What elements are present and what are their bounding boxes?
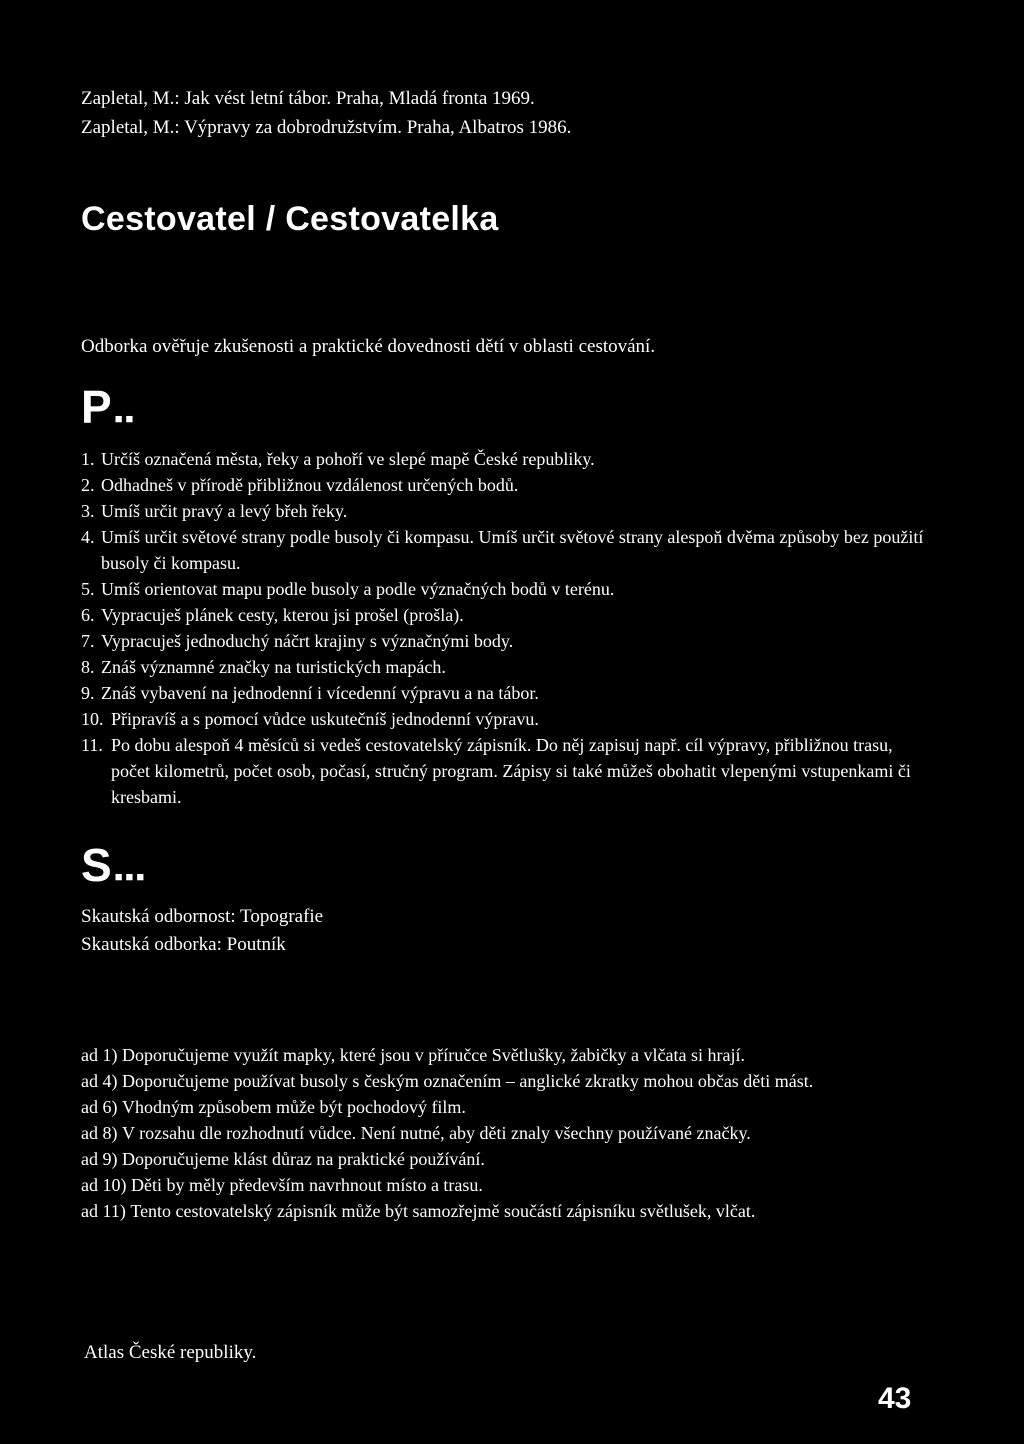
note-item <box>81 1094 941 1120</box>
note-text: Vhodným způsobem může být pochodový film. <box>121 1097 466 1117</box>
item-text: Umíš určit pravý a levý břeh řeky. <box>101 501 348 521</box>
item-text: Vypracuješ plánek cesty, kterou jsi prošel (prošla). <box>101 605 464 625</box>
item-text: Vypracuješ jednoduchý náčrt krajiny s význačnými body. <box>101 631 514 651</box>
badge-p-dots: ■■ <box>114 411 137 426</box>
note-text: Děti by měly především navrhnout místo a trasu. <box>130 1175 483 1195</box>
item-number: 1. <box>81 449 95 469</box>
badge-s-dots: ■■■ <box>114 869 148 884</box>
page-number: 43 <box>878 1382 912 1415</box>
note-item <box>81 1198 941 1224</box>
list-item <box>81 472 931 498</box>
atlas-reference: Atlas České republiky. <box>84 1342 257 1363</box>
list-item <box>81 732 931 810</box>
scout-subspecialty: Skautská odborka: Poutník <box>81 934 286 955</box>
note-label: ad 9) <box>81 1149 122 1169</box>
item-number: 7. <box>81 631 95 651</box>
note-item <box>81 1068 941 1094</box>
note-item <box>81 1042 941 1068</box>
badge-p-letter: P <box>81 381 112 433</box>
item-number: 11. <box>81 735 103 755</box>
item-text: Znáš vybavení na jednodenní i vícedenní výpravu a na tábor. <box>101 683 539 703</box>
item-number: 4. <box>81 527 95 547</box>
note-text: Doporučujeme využít mapky, které jsou v příručce Světlušky, žabičky a vlčata si hrají. <box>121 1045 745 1065</box>
item-number: 2. <box>81 475 95 495</box>
item-text: Umíš určit světové strany podle busoly či kompasu. Umíš určit světové strany alespoň dvěma způsoby bez použití busoly či kompasu. <box>101 527 924 573</box>
list-item <box>81 576 931 602</box>
note-text: Tento cestovatelský zápisník může být samozřejmě součástí zápisníku světlušek, vlčat. <box>130 1201 756 1221</box>
page-title: Cestovatel / Cestovatelka <box>81 200 499 238</box>
list-item <box>81 524 931 576</box>
scout-specialty: Skautská odbornost: Topografie <box>81 906 324 927</box>
intro-text: Odborka ověřuje zkušenosti a praktické dovednosti dětí v oblasti cestování. <box>81 336 656 357</box>
note-label: ad 6) <box>81 1097 122 1117</box>
note-text: V rozsahu dle rozhodnutí vůdce. Není nutné, aby děti znaly všechny používané značky. <box>121 1123 751 1143</box>
requirements-list <box>81 446 931 810</box>
reference-1: Zapletal, M.: Jak vést letní tábor. Praha, Mladá fronta 1969. <box>81 88 535 109</box>
item-number: 3. <box>81 501 95 521</box>
item-number: 9. <box>81 683 95 703</box>
item-text: Určíš označená města, řeky a pohoří ve slepé mapě České republiky. <box>101 449 595 469</box>
list-item <box>81 706 931 732</box>
note-item <box>81 1172 941 1198</box>
note-label: ad 4) <box>81 1071 122 1091</box>
item-text: Po dobu alespoň 4 měsíců si vedeš cestovatelský zápisník. Do něj zapisuj např. cíl výpravy, přibližnou trasu, počet kilometrů, počet osob, počasí, stručný program. Zápisy si také můžeš obohatit vlepenými vstupenkami či kresbami. <box>111 735 911 807</box>
list-item <box>81 498 931 524</box>
note-item <box>81 1120 941 1146</box>
note-label: ad 8) <box>81 1123 122 1143</box>
note-text: Doporučujeme používat busoly s českým označením – anglické zkratky mohou občas děti mást. <box>121 1071 814 1091</box>
item-text: Odhadneš v přírodě přibližnou vzdálenost určených bodů. <box>101 475 519 495</box>
item-number: 10. <box>81 709 104 729</box>
note-label: ad 11) <box>81 1201 131 1221</box>
item-number: 6. <box>81 605 95 625</box>
item-text: Umíš orientovat mapu podle busoly a podle význačných bodů v terénu. <box>101 579 615 599</box>
item-number: 8. <box>81 657 95 677</box>
badge-p <box>81 381 137 433</box>
item-number: 5. <box>81 579 95 599</box>
notes-list <box>81 1042 941 1224</box>
list-item <box>81 602 931 628</box>
item-text: Znáš významné značky na turistických mapách. <box>101 657 446 677</box>
note-label: ad 10) <box>81 1175 131 1195</box>
item-text: Připravíš a s pomocí vůdce uskutečníš jednodenní výpravu. <box>111 709 539 729</box>
list-item <box>81 654 931 680</box>
list-item <box>81 628 931 654</box>
reference-2: Zapletal, M.: Výpravy za dobrodružstvím. Praha, Albatros 1986. <box>81 117 572 138</box>
list-item <box>81 680 931 706</box>
badge-s <box>81 839 148 891</box>
note-label: ad 1) <box>81 1045 122 1065</box>
badge-s-letter: S <box>81 839 112 891</box>
note-text: Doporučujeme klást důraz na praktické používání. <box>121 1149 485 1169</box>
note-item <box>81 1146 941 1172</box>
list-item <box>81 446 931 472</box>
